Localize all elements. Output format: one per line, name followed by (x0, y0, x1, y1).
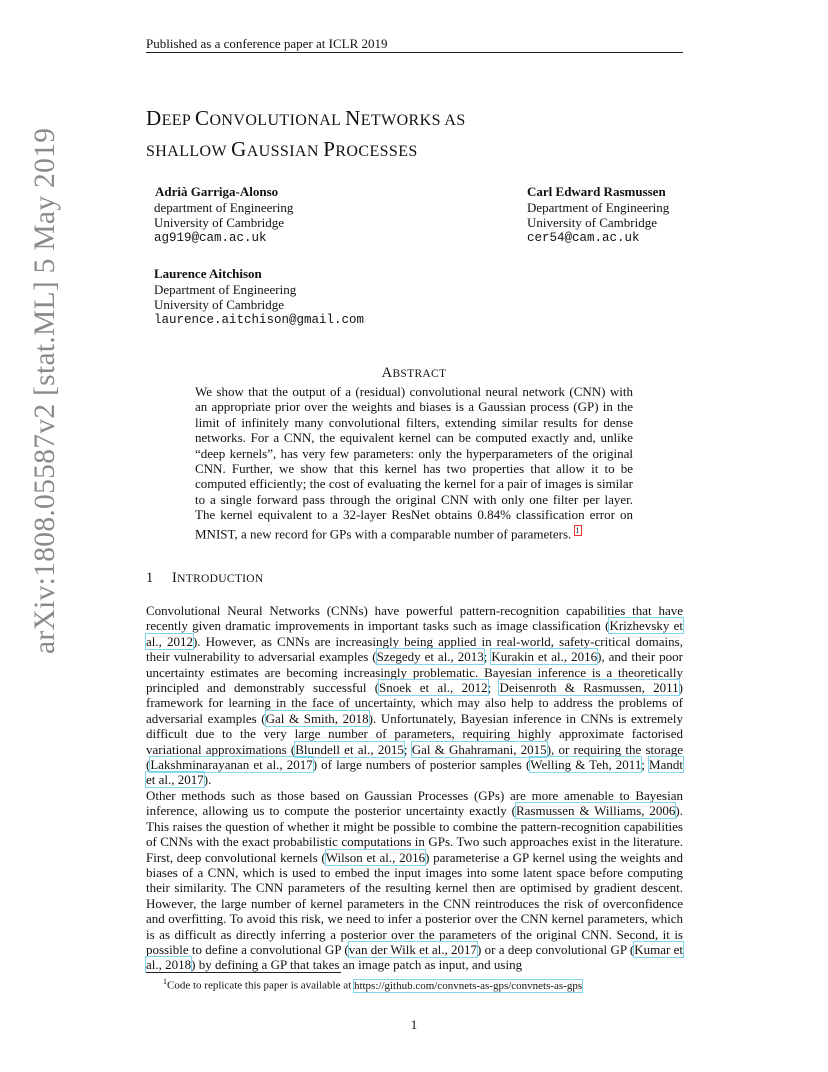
author-university: University of Cambridge (154, 297, 284, 312)
abstract-text: We show that the output of a (residual) convolutional neural network (CNN) with an appropriate prior over the weights and biases is a Gaussian process (GP) in the limit of infinitely many convolutional filters, extending similar results for dense networks. For a CNN, the equivalent kernel can be computed exactly and, unlike “deep kernels”, has very few parameters: only the hyperparameters of the original CNN. Further, we show that this kernel has two properties that allow it to be computed efficiently; the cost of evaluating the kernel for a pair of images is similar to a single forward pass through the original CNN with only one filter per layer. The kernel equivalent to a 32-layer ResNet obtains 0.84% classification error on MNIST, a new record for GPs with a comparable number of parameters. $^1$ (195, 384, 633, 541)
intro-paragraph-2: Other methods such as those based on Gaussian Processes (GPs) are more amenable to Bayesian inference, allowing us to compute the posterior uncertainty exactly (Rasmussen & Williams, 2006). This raises the question of whether it might be possible to combine the pattern-recognition capabilities of CNNs with the exact probabilistic computations in GPs. Two such approaches exist in the literature. First, deep convolutional kernels (Wilson et al., 2016) parameterise a GP kernel using the weights and biases of a CNN, which is used to embed the input images into some latent space before computing their similarity. The CNN parameters of the resulting kernel then are optimised by gradient descent. However, the large number of kernel parameters in the CNN reintroduces the risk of overconfidence and overfitting. To avoid this risk, we need to infer a posterior over the CNN kernel parameters, which is as difficult as directly inferring a posterior over the parameters of the original CNN. Second, it is possible to define a convolutional GP (van der Wilk et al., 2017) or a deep convolutional GP (Kumar et al., 2018) by defining a GP that takes an image patch as input, and using (146, 788, 683, 973)
author-name: Carl Edward Rasmussen (527, 184, 666, 199)
intro-paragraph-1: Convolutional Neural Networks (CNNs) have powerful pattern-recognition capabilities that have recently given dramatic improvements in important tasks such as image classification (Krizhevsky et al., 2012). However, as CNNs are increasingly being applied in real-world, safety-critical domains, their vulnerability to adversarial examples (Szegedy et al., 2013; Kurakin et al., 2016), and their poor uncertainty estimates are becoming increasingly problematic. Bayesian inference is a theoretically principled and demonstrably successful (Snoek et al., 2012; Deisenroth & Rasmussen, 2011) framework for learning in the face of uncertainty, which may also help to address the problems of adversarial examples (Gal & Smith, 2018). Unfortunately, Bayesian inference in CNNs is extremely difficult due to the very large number of parameters, requiring highly approximate factorised variational approximations (Blundell et al., 2015; Gal & Ghahramani, 2015), or requiring the storage (Lakshminarayanan et al., 2017) of large numbers of posterior samples (Welling & Teh, 2011; Mandt et al., 2017). (146, 603, 684, 788)
author-department: Department of Engineering (154, 281, 297, 297)
citation-link[interactable]: Gal & Smith, 2018 (265, 710, 369, 726)
author-name: Laurence Aitchison (154, 266, 262, 281)
author-block (527, 184, 669, 246)
paper-title (146, 104, 466, 166)
author-email[interactable]: cer54@cam.ac.uk (527, 230, 640, 245)
author-university: University of Cambridge (154, 215, 284, 230)
citation-link[interactable]: Deisenroth & Rasmussen, 2011 (499, 680, 679, 696)
running-header: Published as a conference paper at ICLR 2019 (146, 36, 388, 51)
citation-link[interactable]: Mandt et al., 2017 (146, 757, 683, 788)
section-heading-introduction: 1 INTRODUCTION (146, 570, 264, 586)
citation-link[interactable]: Gal & Ghahramani, 2015 (411, 741, 547, 757)
citation-link[interactable]: Welling & Teh, 2011 (530, 757, 642, 773)
author-block (154, 266, 364, 328)
arxiv-side-identifier: arXiv:1808.05587v2 [stat.ML] 5 May 2019 (29, 127, 61, 654)
footnote-reference-link[interactable]: 1 (575, 525, 580, 535)
citation-link[interactable]: Krizhevsky et al., 2012 (146, 618, 684, 649)
author-name: Adrià Garriga-Alonso (155, 184, 279, 199)
citation-link[interactable]: Blundell et al., 2015 (295, 741, 404, 757)
citation-link[interactable]: Szegedy et al., 2013 (376, 649, 484, 665)
author-department: Department of Engineering (527, 199, 670, 215)
citation-link[interactable]: Rasmussen & Williams, 2006 (515, 803, 676, 819)
author-university: University of Cambridge (527, 215, 657, 230)
citation-link[interactable]: van der Wilk et al., 2017 (348, 942, 478, 958)
citation-link[interactable]: Kurakin et al., 2016 (491, 649, 598, 665)
page-number: 1 (410, 1017, 418, 1032)
author-department: department of Engineering (154, 199, 294, 215)
title-line-2: SHALLOW GAUSSIAN PROCESSES (146, 137, 418, 161)
footnote-rule (146, 972, 341, 973)
title-line-1: DEEP CONVOLUTIONAL NETWORKS AS (146, 106, 466, 130)
citation-link[interactable]: Snoek et al., 2012 (379, 680, 488, 696)
author-email[interactable]: laurence.aitchison@gmail.com (154, 312, 365, 327)
footnote: $^1$Code to replicate this paper is available at https://github.com/convnets-as-gps/convnets-as-gps (163, 977, 583, 992)
header-rule (146, 52, 683, 53)
citation-link[interactable]: Kumar et al., 2018 (146, 942, 683, 973)
code-repository-link[interactable]: https://github.com/convnets-as-gps/convnets-as-gps (353, 979, 583, 992)
author-email[interactable]: ag919@cam.ac.uk (154, 230, 267, 245)
citation-link[interactable]: Wilson et al., 2016 (325, 849, 426, 865)
author-block (155, 184, 293, 246)
citation-link[interactable]: Lakshminarayanan et al., 2017 (150, 757, 313, 773)
abstract-heading: ABSTRACT (381, 365, 447, 381)
